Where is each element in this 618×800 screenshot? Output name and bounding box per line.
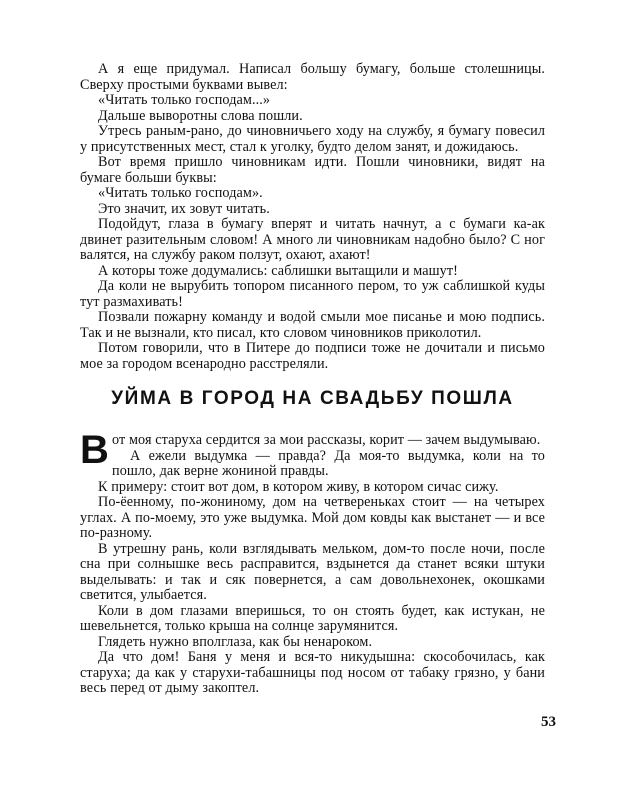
paragraph: Коли в дом глазами вперишься, то он стоять будет, как истукан, не шевельнется, только крыша на солнце зарумянится. — [80, 602, 545, 634]
paragraph: Подойдут, глаза в бумагу вперят и читать начнут, а с бумаги ка-ак двинет разительным словом! А много ли чиновникам надобно было? С ног валятся, на службу раком ползут, охают, ахают! — [80, 216, 545, 263]
paragraph: «Читать только господам». — [98, 185, 263, 201]
paragraph: Дальше выворотны слова пошли. — [98, 107, 303, 124]
drop-cap: В — [80, 428, 109, 472]
paragraph: Это значит, их зовут читать. — [98, 200, 270, 217]
paragraph: Позвали пожарну команду и водой смыли мое писанье и мою подпись. Так и не вызнали, кто писал, кто словом чиновников приколотил. — [80, 309, 545, 341]
paragraph: В утрешну рань, коли взглядывать мельком, дом-то после ночи, после сна при солнышке весь расправится, вздынется да станет всяки штуки выделывать: и так и сяк повернется, а сам довольнехонек, окошками светится, улыбается. — [80, 540, 545, 603]
chapter-title: УЙМА В ГОРОД НА СВАДЬБУ ПОШЛА — [111, 388, 514, 409]
first-paragraph-text: от моя старуха сердится за мои рассказы, корит — зачем выдумываю. — [112, 432, 541, 448]
paragraph: «Читать только господам...» — [98, 92, 271, 108]
paragraph: Да коли не вырубить топором писанного пером, то уж саблишкой куды тут размахивать! — [80, 278, 545, 310]
paragraph: А я еще придумал. Написал большу бумагу, больше столешницы. Сверху простыми буквами вывел: — [80, 61, 545, 93]
paragraph: Глядеть нужно вполглаза, как бы ненароком. — [98, 633, 373, 650]
paragraph: По-ёенному, по-жониному, дом на четвереньках стоит — на четырех углах. А по-моему, это уже выдумка. Мой дом ковды как выстанет — и все по-разному. — [80, 494, 545, 541]
paragraph: К примеру: стоит вот дом, в котором живу, в котором сичас сижу. — [98, 478, 499, 495]
page-number: 53 — [541, 714, 556, 730]
previous-story-ending — [80, 62, 545, 372]
paragraph: А ежели выдумка — правда? Да моя-то выдумка, коли на то пошло, дак верне жониной правды. — [112, 447, 545, 479]
paragraph: Утресь раным-рано, до чиновничьего ходу на службу, я бумагу повесил у присутственных мест, стал к уголку, будто делом занят, и дожидаюсь. — [80, 123, 545, 155]
paragraph: Вот время пришло чиновникам идти. Пошли чиновники, видят на бумаге больши буквы: — [80, 154, 545, 186]
paragraph: Потом говорили, что в Питере до подписи тоже не дочитали и письмо мое за городом всенародно расстреляли. — [80, 340, 545, 372]
chapter-body — [80, 428, 545, 697]
paragraph: Да что дом! Баня у меня и вся-то никудышна: скособочилась, как старуха; да как у старухи-табашницы под носом от табаку грязно, у бани весь перед от дыму закоптел. — [80, 649, 545, 696]
paragraph: А которы тоже додумались: саблишки вытащили и машут! — [98, 262, 458, 279]
